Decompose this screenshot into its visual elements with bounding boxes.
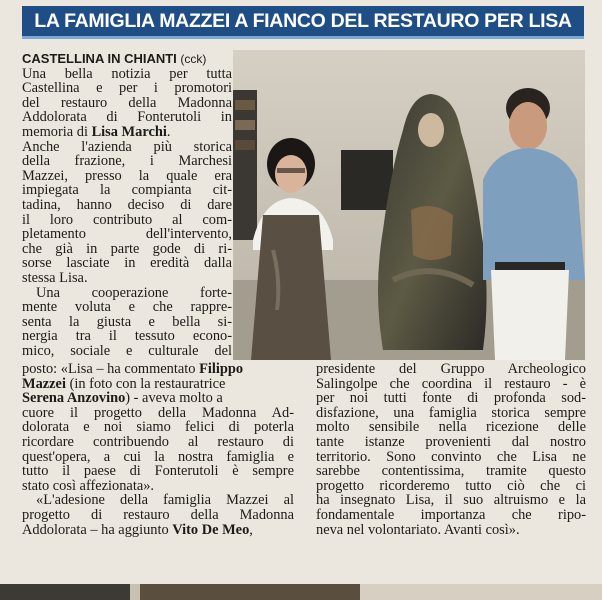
name-mazzei: Mazzei	[22, 375, 66, 392]
article-column-1	[22, 52, 232, 358]
text-line: nergia tra il tessuto econo-	[22, 328, 232, 345]
text-line: stato così affezionata».	[22, 477, 154, 494]
text-line-mixed: posto: «Lisa – ha commentato Filippo	[22, 361, 244, 377]
text-line: Una cooperazione forte-	[36, 284, 232, 301]
text-line: Una bella notizia per tutta	[22, 65, 232, 82]
text-line: Salingolpe che coordina il restauro - è	[316, 375, 586, 392]
byline: (cck)	[180, 52, 207, 66]
name-vito-de-meo: Vito De Meo	[172, 521, 250, 538]
article-column-2	[22, 362, 294, 537]
text-line: Castellina e per i promotori	[22, 80, 232, 97]
text-line: territorio. Sono convinto che Lisa ne	[316, 448, 586, 465]
text-line: «L'adesione della famiglia Mazzei al	[36, 492, 294, 509]
dateline: CASTELLINA IN CHIANTI	[22, 51, 177, 66]
text-line: neva nel volontariato. Avanti così».	[316, 521, 520, 538]
text-line: impiegata la compianta cit-	[22, 182, 232, 199]
article-column-3	[316, 362, 586, 537]
adjacent-page-strip	[0, 584, 602, 600]
text-line: mico, sociale e culturale del	[22, 342, 232, 359]
text-line: tadina, hanno deciso di dare	[22, 196, 232, 213]
text-line: sarebbe contentissima, tramite questo	[316, 463, 586, 480]
text-line: per noi tutti fonte di profonda sod-	[316, 390, 586, 407]
text-line: pletamento dell'intervento,	[22, 226, 232, 243]
name-filippo: Filippo	[199, 361, 244, 377]
text-line: molto sensibile nella ricezione delle	[316, 419, 586, 436]
text-line: senta la giusta e bella si-	[22, 313, 232, 330]
text-line: Mazzei, presso la quale era	[22, 167, 232, 184]
text-line-mixed: Addolorata – ha aggiunto Vito De Meo,	[22, 521, 253, 538]
article-photo	[233, 50, 585, 360]
text-line: tante istanze provenienti dal nostro	[316, 433, 586, 450]
text-line: progetto di restauro della Madonna	[22, 506, 294, 523]
text-line: della frazione, i Marchesi	[22, 153, 232, 170]
text-line: ricordare contribuendo al restauro di	[22, 433, 294, 450]
text-line: progetto ricorderemo tutto ciò che ci	[316, 477, 586, 494]
text-line: sorse lasciate in eredità dalla	[22, 255, 232, 272]
text-line: del restauro della Madonna	[22, 94, 232, 111]
article-headline-bar	[22, 6, 584, 39]
text-line: mente voluta e che rappre-	[22, 299, 232, 316]
name-serena-anzovino: Serena Anzovino	[22, 390, 126, 407]
text-line: Anche l'azienda più storica	[22, 138, 232, 155]
text-line: fondamentale importanza che ripo-	[316, 506, 586, 523]
text-line: tutto il paese di Fonterutoli è sempre	[22, 463, 294, 480]
text-line: Addolorata di Fonterutoli in	[22, 109, 232, 126]
text-line: che già in parte gode di ri-	[22, 240, 232, 257]
text-line: stessa Lisa.	[22, 269, 88, 286]
text-line: presidente del Gruppo Archeologico	[316, 361, 586, 377]
text-line-mixed: memoria di Lisa Marchi.	[22, 123, 171, 140]
article-headline: LA FAMIGLIA MAZZEI A FIANCO DEL RESTAURO PER LISA	[34, 9, 572, 32]
text-line-mixed: Mazzei (in foto con la restauratrice	[22, 375, 226, 392]
text-line: disfazione, una famiglia storica sempre	[316, 404, 586, 421]
text-line: il loro contributo al com-	[22, 211, 232, 228]
text-line: cuore il progetto della Madonna Ad-	[22, 404, 294, 421]
dateline-row	[22, 52, 232, 67]
text-line: ha insegnato Lisa, il suo altruismo e la	[316, 492, 586, 509]
name-lisa-marchi: Lisa Marchi	[91, 123, 167, 140]
text-line-mixed: Serena Anzovino) - aveva molto a	[22, 390, 223, 407]
photo-illustration	[233, 50, 585, 360]
text-line: dolorata e noi siamo felici di poterla	[22, 419, 294, 436]
text-line: quest'opera, a cui la nostra famiglia e	[22, 448, 294, 465]
